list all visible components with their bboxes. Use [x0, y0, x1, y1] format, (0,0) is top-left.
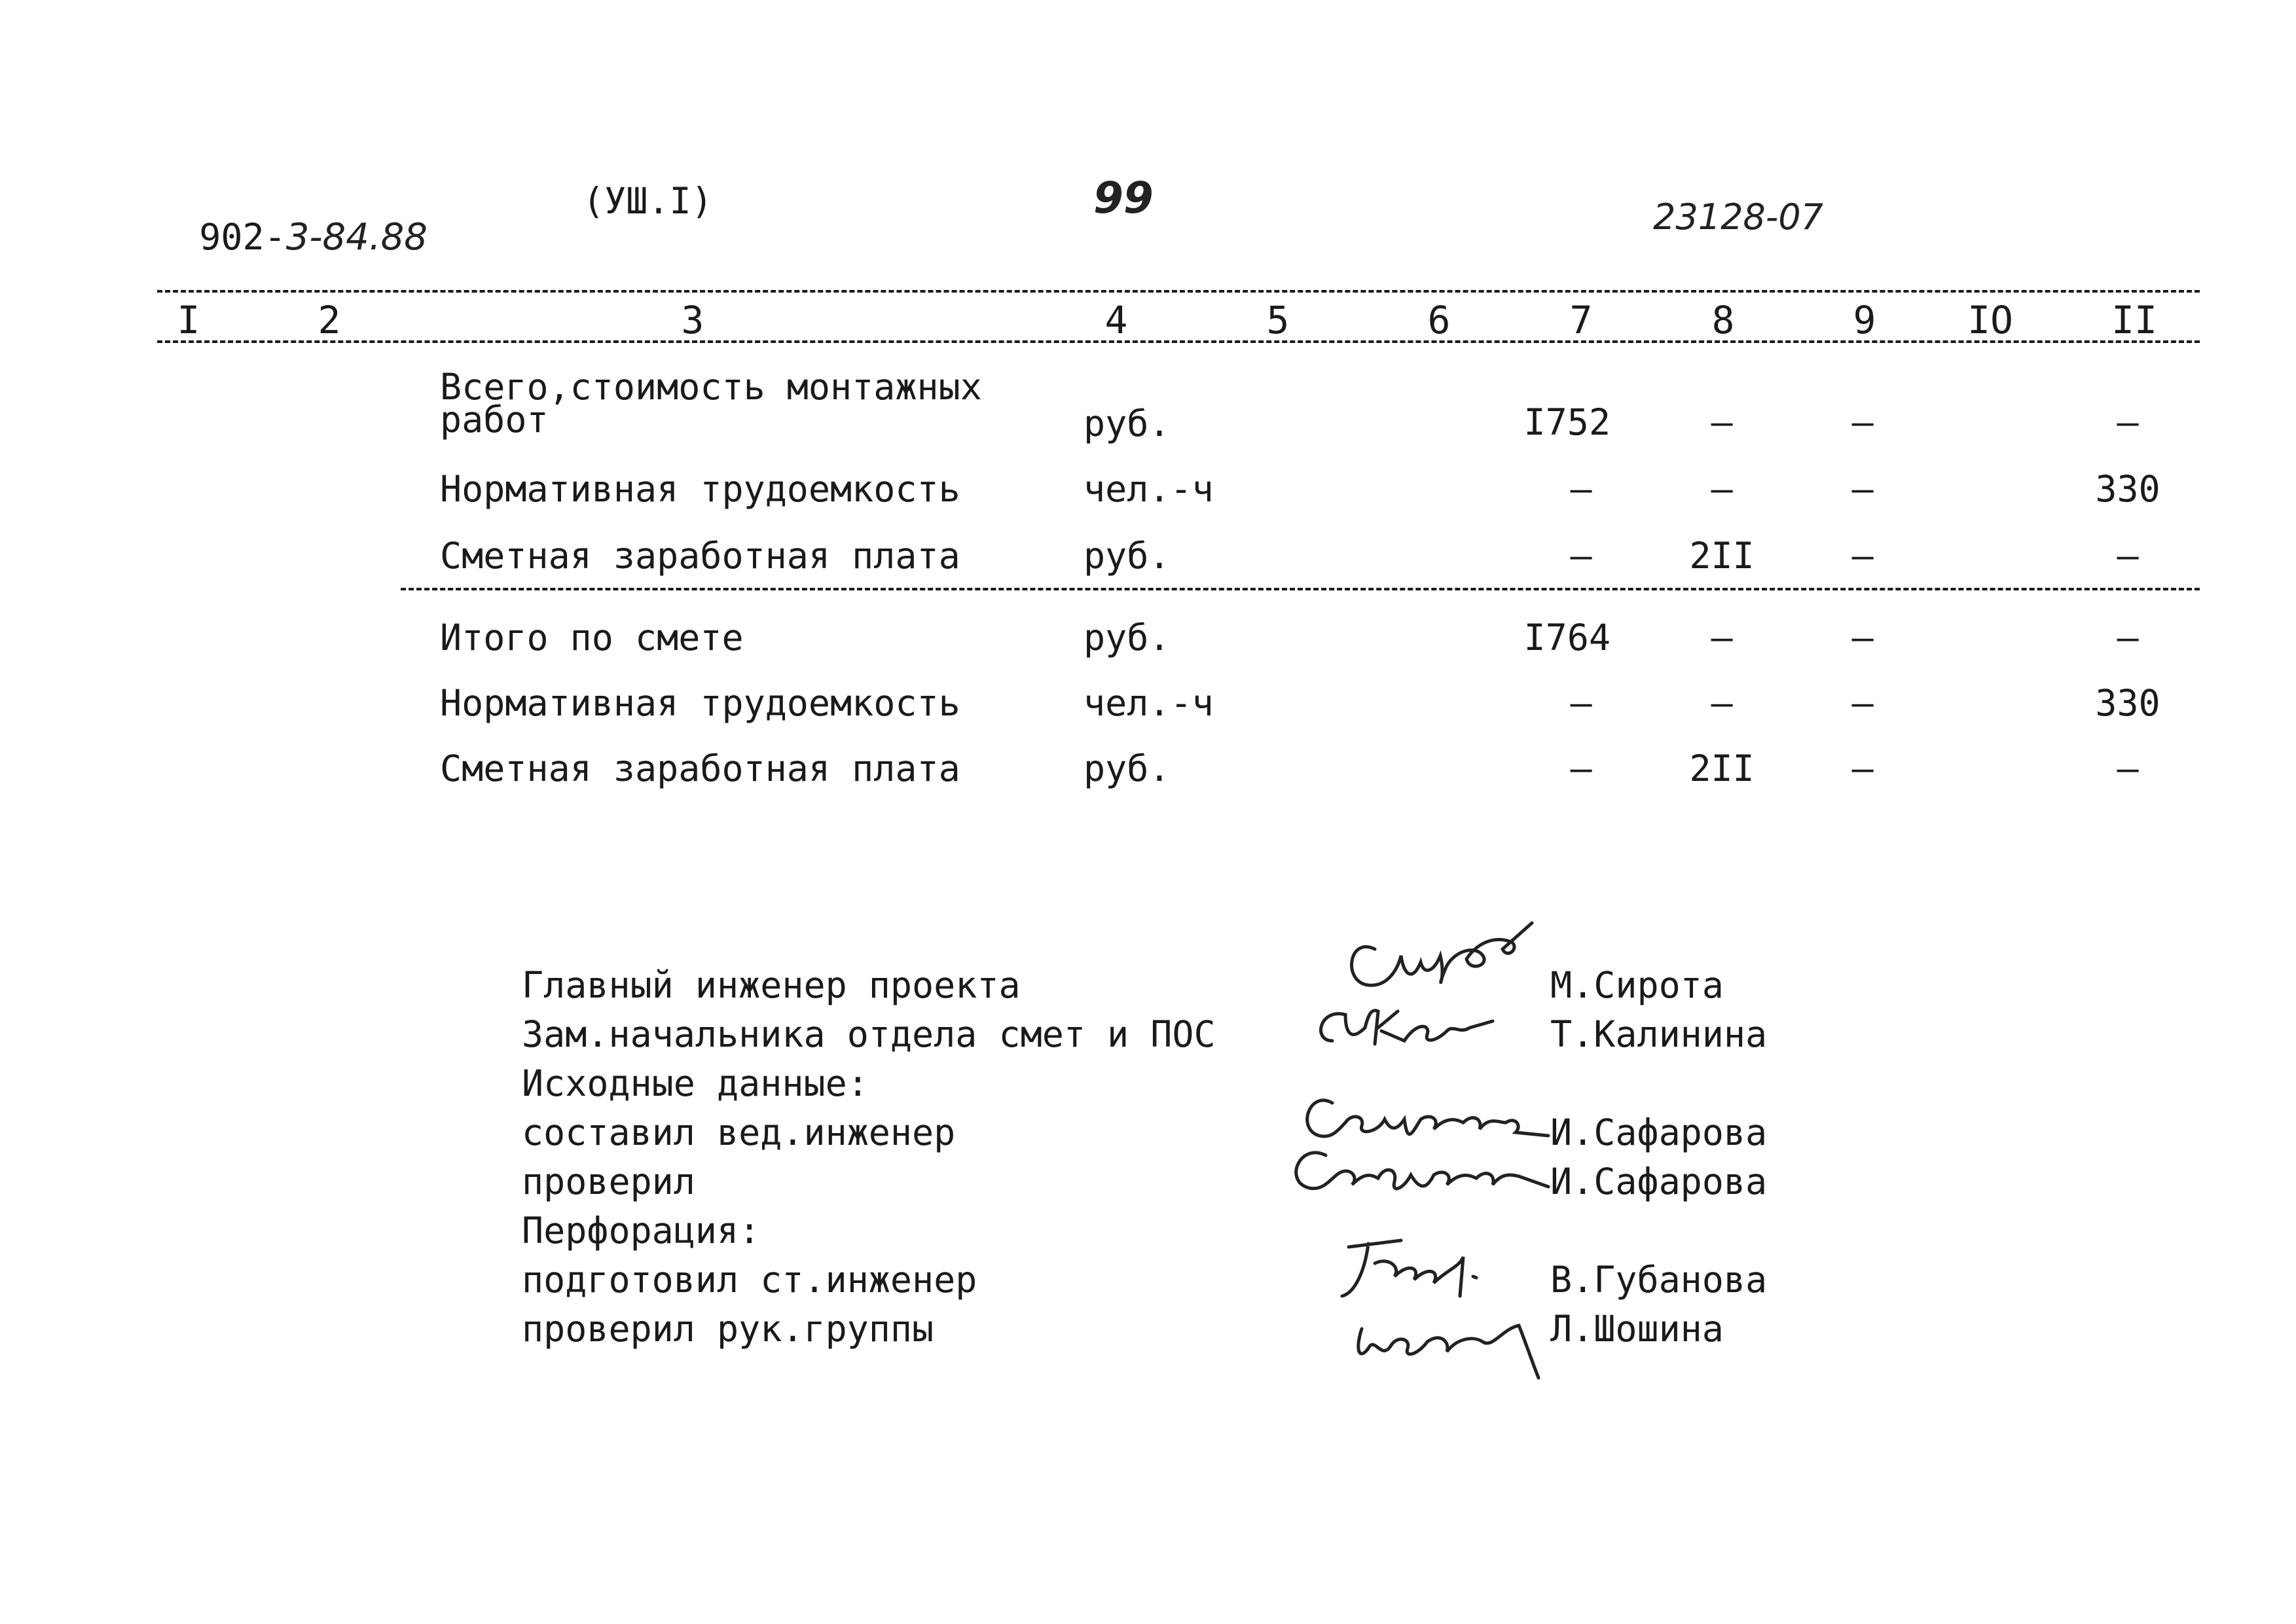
column-number: 6: [1427, 298, 1451, 342]
signatory-name: И.Сафарова: [1550, 1111, 1768, 1153]
signature-role: Перфорация:: [522, 1210, 761, 1252]
cell-col7: I752: [1523, 401, 1611, 443]
signatory-name: Т.Калинина: [1550, 1013, 1768, 1055]
row-label: Нормативная трудоемкость: [440, 682, 960, 724]
cell-col9: –: [1851, 748, 1874, 789]
signature-role: Исходные данные:: [522, 1062, 869, 1104]
signature-safarova-2: [1280, 1136, 1555, 1208]
signatory-name: И.Сафарова: [1550, 1161, 1768, 1202]
column-number: 4: [1104, 298, 1128, 342]
row-unit: руб.: [1084, 403, 1171, 444]
signature-gubanova: [1329, 1231, 1506, 1309]
document-code-printed: 902-: [199, 216, 286, 258]
column-number: 9: [1853, 298, 1876, 342]
header-bottom-rule: [157, 340, 2200, 343]
page-number: 99: [1093, 173, 1154, 223]
cell-col7: I764: [1523, 617, 1611, 659]
cell-col9: –: [1851, 682, 1874, 724]
cell-col11: –: [2117, 401, 2139, 443]
signature-shoshina: [1342, 1303, 1552, 1388]
cell-col8: –: [1711, 468, 1733, 510]
signature-sirota: [1336, 910, 1571, 1001]
cell-col7: –: [1570, 468, 1592, 510]
cell-col11: –: [2117, 535, 2139, 577]
column-number: I: [177, 298, 200, 342]
row-unit: чел.-ч: [1084, 682, 1214, 724]
column-number: 2: [318, 298, 341, 342]
document-code-handwritten: 3-84.88: [285, 216, 428, 259]
document-code: [156, 183, 428, 259]
signatory-name: Л.Шошина: [1550, 1308, 1724, 1350]
row-unit: руб.: [1084, 617, 1171, 659]
signature-role: проверил: [522, 1161, 695, 1202]
signature-role: Главный инженер проекта: [522, 964, 1021, 1006]
section-label: (УШ.I): [583, 180, 713, 222]
column-number: 5: [1266, 298, 1290, 342]
cell-col7: –: [1570, 748, 1592, 789]
signature-role: составил вед.инженер: [522, 1111, 956, 1153]
row-label: Нормативная трудоемкость: [440, 468, 960, 510]
signatory-name: В.Губанова: [1550, 1259, 1768, 1301]
row-label: Сметная заработная плата: [440, 535, 960, 577]
row-label: Всего,стоимость монтажных работ: [440, 366, 982, 441]
cell-col8: 2II: [1689, 535, 1755, 577]
column-number: 7: [1569, 298, 1593, 342]
signature-kalinina: [1306, 995, 1503, 1054]
cell-col11: 330: [2095, 682, 2160, 724]
column-number: 3: [681, 298, 704, 342]
row-unit: руб.: [1084, 535, 1171, 577]
cell-col9: –: [1851, 535, 1874, 577]
signatory-name: М.Сирота: [1550, 964, 1724, 1006]
header-top-rule: [157, 290, 2200, 293]
cell-col8: –: [1711, 401, 1733, 443]
cell-col8: 2II: [1689, 748, 1755, 789]
cell-col11: –: [2117, 617, 2139, 659]
signature-role: проверил рук.группы: [522, 1308, 934, 1350]
cell-col9: –: [1851, 401, 1874, 443]
signature-role: подготовил ст.инженер: [522, 1259, 977, 1301]
cell-col11: 330: [2095, 468, 2160, 510]
cell-col11: –: [2117, 748, 2139, 789]
signature-role: Зам.начальника отдела смет и ПОС: [522, 1013, 1216, 1055]
cell-col7: –: [1570, 535, 1592, 577]
column-number: II: [2111, 298, 2157, 342]
row-label: Итого по смете: [440, 617, 744, 659]
row-unit: руб.: [1084, 748, 1171, 789]
row-label: Сметная заработная плата: [440, 748, 960, 789]
cell-col7: –: [1570, 682, 1592, 724]
column-number: IO: [1967, 298, 2013, 342]
cell-col9: –: [1851, 617, 1874, 659]
column-number: 8: [1711, 298, 1735, 342]
cell-col8: –: [1711, 682, 1733, 724]
row-unit: чел.-ч: [1084, 468, 1214, 510]
block-separator-rule: [401, 588, 2200, 590]
cell-col8: –: [1711, 617, 1733, 659]
archive-number: 23128-07: [1653, 196, 1823, 238]
cell-col9: –: [1851, 468, 1874, 510]
